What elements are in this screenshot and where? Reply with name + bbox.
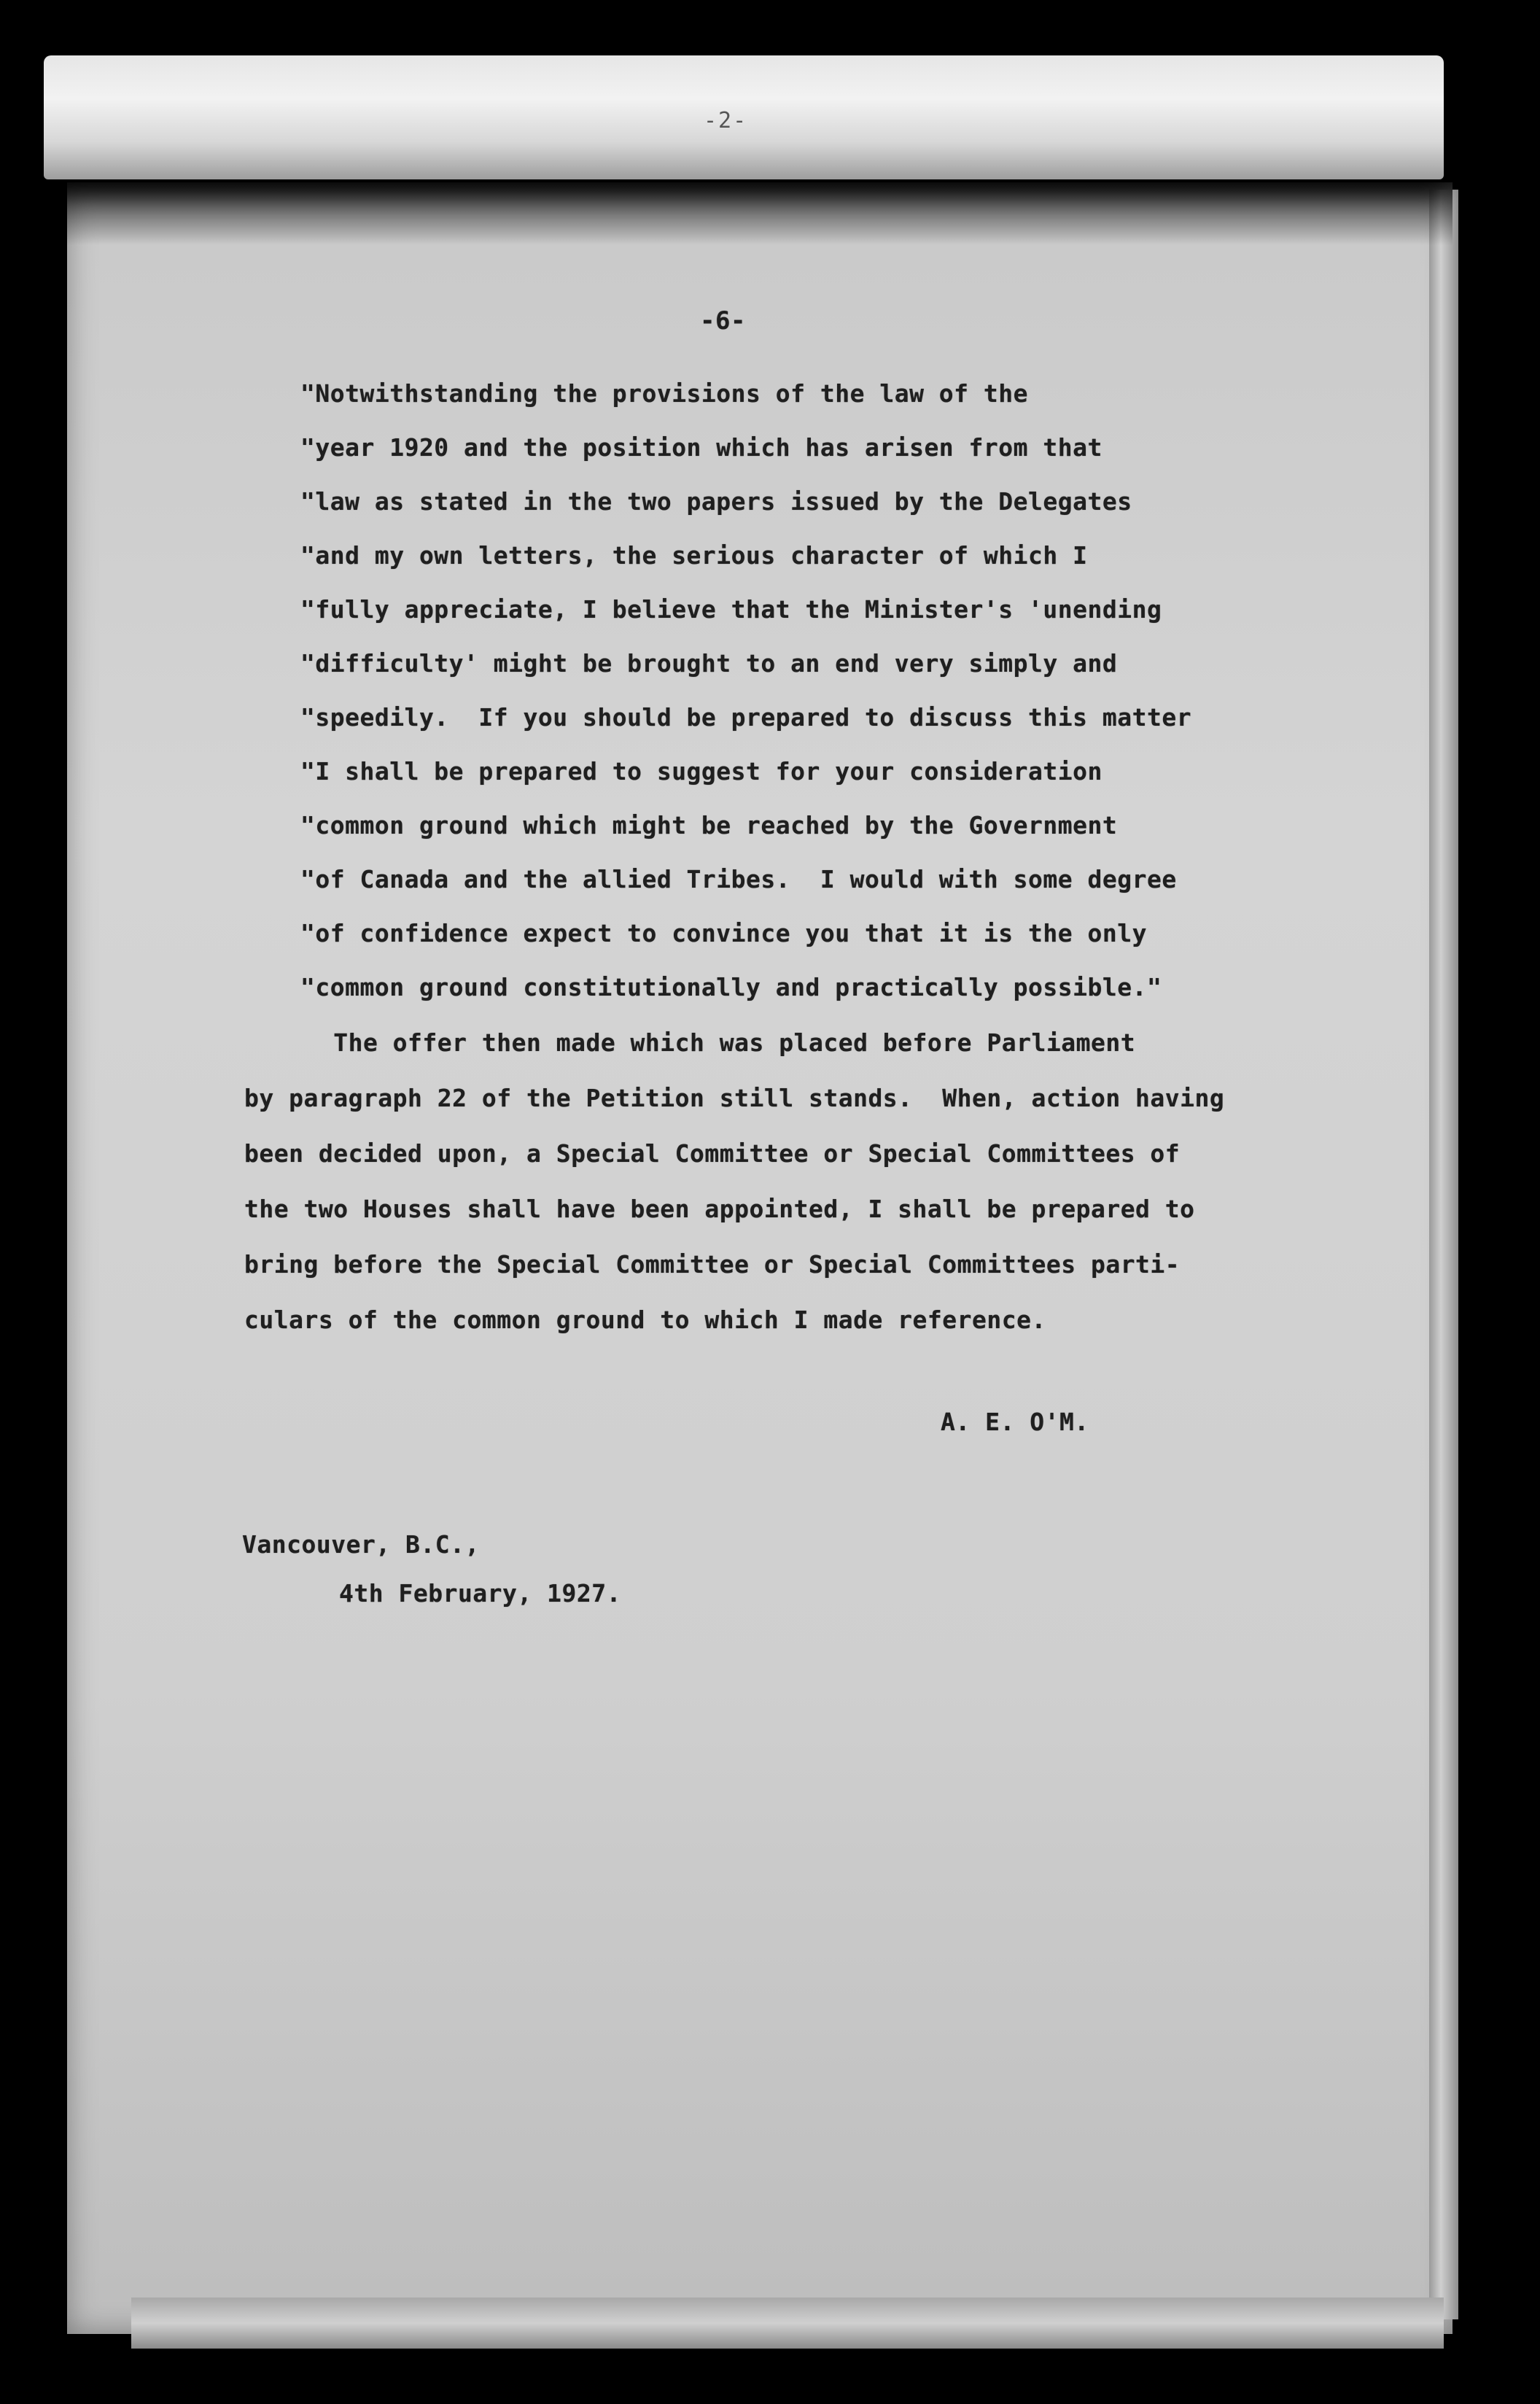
page-number: -6- [700,306,746,336]
place-line: Vancouver, B.C., [242,1530,480,1559]
paragraph-line: been decided upon, a Special Committee or Special Committees of [244,1139,1181,1168]
folded-page-number: -2- [704,108,748,133]
fold-shadow [67,179,1452,245]
paragraph-line: by paragraph 22 of the Petition still stands. When, action having [244,1084,1225,1112]
quote-line: "year 1920 and the position which has arisen from that [300,433,1102,462]
quote-line: "speedily. If you should be prepared to discuss this matter [300,703,1192,732]
quote-line: "of Canada and the allied Tribes. I would with some degree [300,865,1177,893]
paragraph-line: bring before the Special Committee or Special Committees parti- [244,1250,1181,1279]
quote-line: "difficulty' might be brought to an end very simply and [300,649,1118,678]
quote-line: "and my own letters, the serious character of which I [300,541,1088,570]
quote-line: "Notwithstanding the provisions of the law of the [300,379,1029,408]
quote-line: "I shall be prepared to suggest for your consideration [300,757,1102,786]
sheet-bottom-edge [131,2298,1444,2349]
paragraph-line: culars of the common ground to which I made reference. [244,1306,1046,1334]
quote-line: "law as stated in the two papers issued by the Delegates [300,487,1132,516]
quote-line: "fully appreciate, I believe that the Minister's 'unending [300,595,1162,624]
sheet-edge [1429,190,1458,2319]
signature-initials: A. E. O'M. [941,1408,1089,1436]
quote-line: "common ground constitutionally and practically possible." [300,973,1162,1001]
paragraph-line: The offer then made which was placed before Parliament [244,1028,1136,1057]
date-line: 4th February, 1927. [339,1579,621,1608]
quote-line: "of confidence expect to convince you that it is the only [300,919,1147,947]
paragraph-line: the two Houses shall have been appointed, I shall be prepared to [244,1195,1195,1223]
quote-line: "common ground which might be reached by the Government [300,811,1118,840]
